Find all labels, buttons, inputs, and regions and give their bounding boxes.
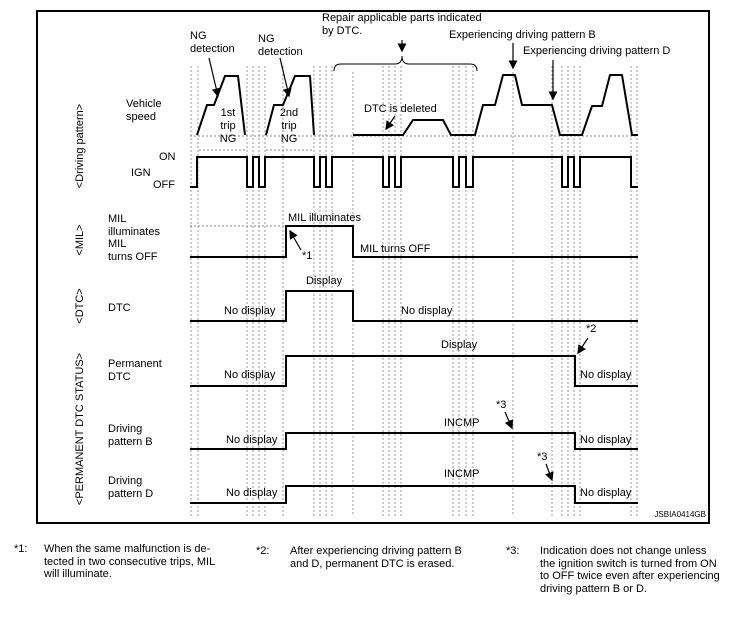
pattern-d-no-display-left-label: No display [226, 487, 278, 499]
mil-turns-off-label: MIL turns OFF [360, 243, 431, 255]
row-label-dtc: DTC [108, 302, 131, 314]
footnote-3-marker: *3: [506, 545, 520, 557]
pattern-b-no-display-left-label: No display [226, 434, 278, 446]
pattern-b-ref3-marker: *3 [496, 399, 507, 411]
footnote-1-text: When the same malfunction is de- tected in two consecutive trips, MIL will illuminate. [44, 543, 216, 581]
row-label-permanent-dtc: Permanent DTC [108, 358, 162, 383]
ref2-arrow [578, 338, 588, 353]
experiencing-pattern-d-label: Experiencing driving pattern D [523, 45, 671, 57]
repair-label: Repair applicable parts indicated by DTC. [322, 12, 482, 37]
ng2-arrow [280, 58, 289, 96]
row-label-pattern-d: Driving pattern D [108, 475, 154, 500]
permanent-dtc-no-display-right-label: No display [580, 369, 632, 381]
ign-off-label: OFF [153, 179, 175, 191]
pattern-b-no-display-right-label: No display [580, 434, 632, 446]
group-label-mil: <MIL> [74, 224, 86, 256]
figure-id: JSBIA0414GB [654, 510, 706, 519]
dtc-display-label: Display [306, 275, 343, 287]
trip2-ng-label: 2nd trip NG [279, 107, 299, 145]
experiencing-pattern-b-label: Experiencing driving pattern B [449, 29, 596, 41]
pattern-d-no-display-right-label: No display [580, 487, 632, 499]
footnote-2-text: After experiencing driving pattern B and D, permanent DTC is erased. [290, 545, 462, 570]
trip1-ng-label: 1st trip NG [219, 107, 237, 145]
ng-detection-2-label: NG detection [258, 33, 303, 58]
row-label-pattern-b: Driving pattern B [108, 423, 153, 448]
mil-illuminates-label: MIL illuminates [288, 212, 361, 224]
row-label-vehicle-speed: Vehicle speed [126, 98, 162, 123]
group-label-driving-pattern: <Driving pattern> [74, 103, 86, 189]
pattern-d-incmp-label: INCMP [444, 468, 480, 480]
permanent-dtc-display-label: Display [441, 339, 478, 351]
group-label-permanent-dtc-status: <PERMANENT DTC STATUS> [74, 352, 86, 506]
dtc-no-display-right-label: No display [401, 305, 453, 317]
row-label-mil: MIL illuminates MIL turns OFF [108, 213, 160, 263]
ng-detection-1-label: NG detection [190, 30, 235, 55]
ref1-arrow [290, 231, 301, 250]
dtc-deleted-label: DTC is deleted [364, 103, 437, 115]
dtc-deleted-arrow [386, 116, 395, 129]
dtc-no-display-left-label: No display [224, 305, 276, 317]
mil-ref1-marker: *1 [302, 250, 313, 262]
ref3-d-arrow [546, 464, 552, 480]
repair-brace [334, 56, 477, 71]
ign-on-label: ON [159, 151, 176, 163]
ng1-arrow [209, 58, 218, 96]
row-label-ign: IGN [131, 167, 151, 179]
footnote-1-marker: *1: [14, 543, 28, 555]
ign-waveform [190, 157, 638, 187]
pattern-b-incmp-label: INCMP [444, 417, 480, 429]
permanent-dtc-no-display-left-label: No display [224, 369, 276, 381]
dotted-reference-lines [190, 136, 638, 226]
footnote-3-text: Indication does not change unless the ignition switch is turned from ON to OFF twice even after experiencing driving pattern B or D. [540, 545, 720, 595]
group-label-dtc: <DTC> [74, 288, 86, 324]
footnote-2-marker: *2: [256, 545, 270, 557]
ref3-b-arrow [505, 412, 512, 428]
pattern-d-ref3-marker: *3 [537, 451, 548, 463]
permanent-dtc-ref2-marker: *2 [586, 323, 597, 335]
